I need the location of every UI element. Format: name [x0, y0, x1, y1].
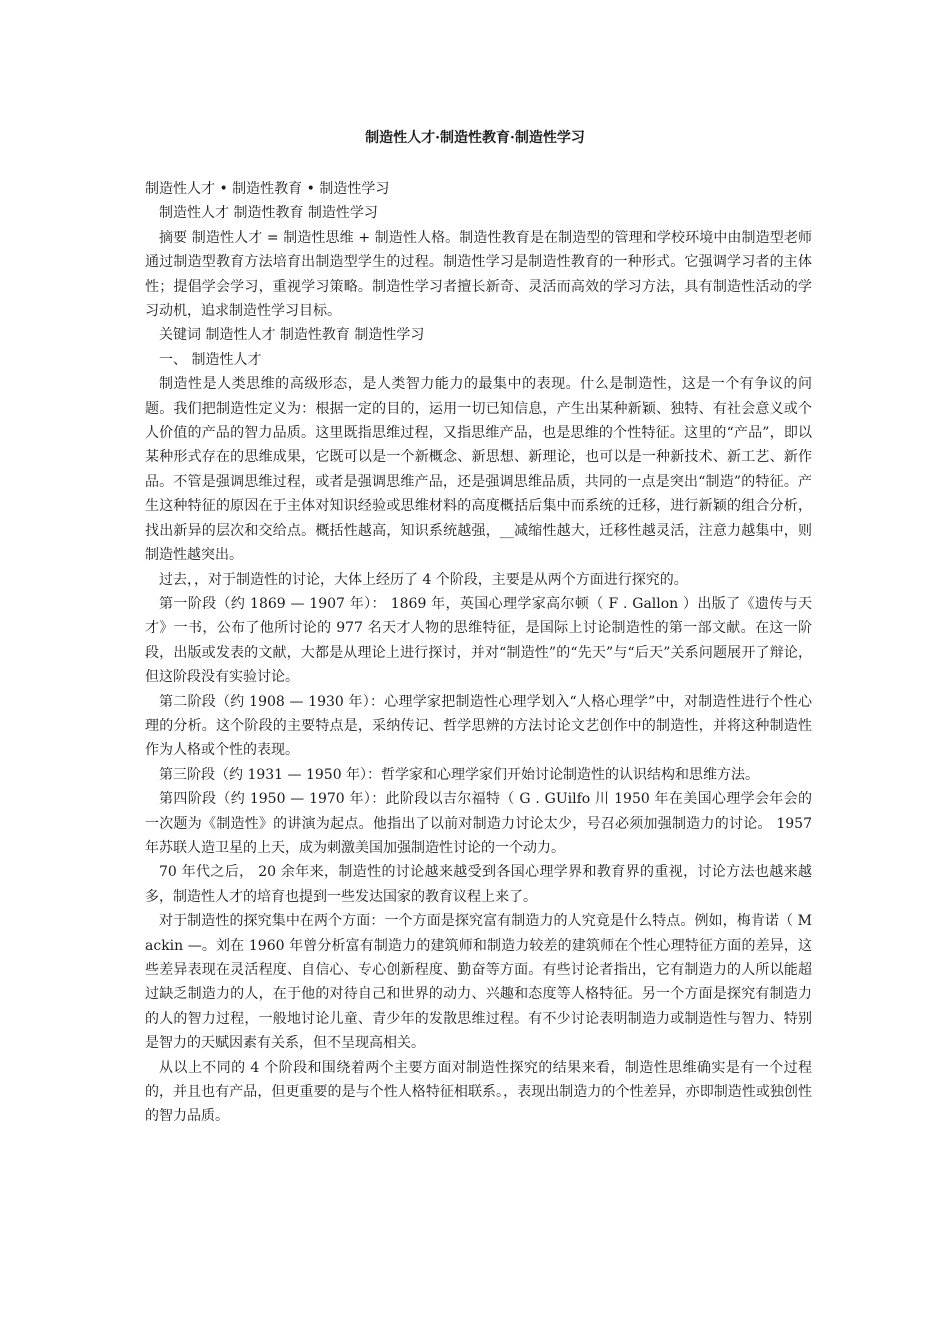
heading-line: 制造性人才 • 制造性教育 • 制造性学习 [145, 181, 390, 197]
body-paragraph: 制造性是人类思维的高级形态，是人类智力能力的最集中的表现。什么是制造性，这是一个有争议的问题。我们把制造性定义为：根据一定的目的，运用一切已知信息，产生出某种新颖、独特、有社会意义或个人价值的产品的智力品质。这里既指思维过程，又指思维产品，也是思维的个性特征。这里的“产品”，即以某种形式存在的思维成果，它既可以是一个新概念、新思想、新理论，也可以是一种新技术、新工艺、新作品。不管是强调思维过程，或者是强调思维产品，还是强调思维品质，共同的一点是突出“制造”的特征。产生这种特征的原因在于主体对知识经验或思维材料的高度概括后集中而系统的迁移，进行新颖的组合分析，找出新异的层次和交给点。概括性越高，知识系统越强，__减缩性越大，迁移性越灵活，注意力越集中，则制造性越突出。 [145, 376, 812, 564]
body-paragraph: 70 年代之后， 20 余年来，制造性的讨论越来越受到各国心理学界和教育界的重视，讨论方法也越来越多，制造性人才的培育也提到一些发达国家的教育议程上来了。 [145, 864, 812, 905]
body-paragraph: 第二阶段（约 1908 — 1930 年）：心理学家把制造性心理学划入“人格心理学”中，对制造性进行个性心理的分析。这个阶段的主要特点是，采纳传记、哲学思辨的方法讨论文艺创作中的制造性，并将这种制造性作为人格或个性的表现。 [145, 693, 812, 759]
body-paragraph: 第三阶段（约 1931 — 1950 年）：哲学家和心理学家们开始讨论制造性的认识结构和思维方法。 [159, 766, 760, 783]
body-paragraph: 第四阶段（约 1950 — 1970 年）：此阶段以吉尔福特（ G . GUilfo 川 1950 年在美国心理学会年会的一次题为《制造性》的讲演为起点。他指出了以前对制造力讨论太少，号召必须加强制造力的讨论。 1957 年苏联人造卫星的上天，成为刺激美国加强制造性讨论的一个动力。 [145, 791, 817, 856]
document-title: 制造性人才·制造性教育·制造性学习 [365, 130, 585, 146]
section-heading: 一、 制造性人才 [159, 351, 262, 368]
body-paragraph: 从以上不同的 4 个阶段和围绕着两个主要方面对制造性探究的结果来看，制造性思维确实是有一个过程的，并且也有产品，但更重要的是与个性人格特征相联系。，表现出制造力的个性差异，亦即制造性或独创性的智力品质。 [145, 1059, 812, 1125]
body-paragraph: 过去，，对于制造性的讨论，大体上经历了 4 个阶段，主要是从两个方面进行探究的。 [159, 571, 688, 588]
subtitle-line: 制造性人才 制造性教育 制造性学习 [159, 205, 378, 222]
body-paragraph: 对于制造性的探究集中在两个方面：一个方面是探究富有制造力的人究竟是什么特点。例如，梅肯诺（ Mackin —。刘在 1960 年曾分析富有制造力的建筑师和制造力较差的建筑师在个性心理特征方面的差异，这些差异表现在灵活程度、自信心、专心创新程度、勤奋等方面。有些讨论者指出，它有制造力的人所以能超过缺乏制造力的人，在于他的对待自己和世界的动力、兴趣和态度等人格特征。另一个方面是探究有制造力的人的智力过程，一般地讨论儿童、青少年的发散思维过程。有不少讨论表明制造力或制造性与智力、特别是智力的天赋因素有关系，但不呈现高相关。 [145, 913, 812, 1052]
document-body [145, 177, 817, 1129]
abstract-paragraph: 摘要 制造性人才 = 制造性思维 + 制造性人格。制造性教育是在制造型的管理和学校环境中由制造型老师通过制造型教育方法培育出制造型学生的过程。制造性学习是制造性教育的一种形式。它强调学习者的主体性；提倡学会学习，重视学习策略。制造性学习者擅长新奇、灵活而高效的学习方法，具有制造性活动的学习动机，追求制造性学习目标。 [145, 229, 812, 320]
body-paragraph: 第一阶段（约 1869 — 1907 年）： 1869 年，英国心理学家高尔顿（ F . Gallon ）出版了《遗传与天才》一书，公布了他所讨论的 977 名天才人物的思维特征，是国际上讨论制造性的第一部文献。在这一阶段，出版或发表的文献，大都是从理论上进行探讨，并对“制造性”的“先天”与“后天”关系问题展开了辩论，但这阶段没有实验讨论。 [145, 595, 812, 686]
keywords-line: 关键词 制造性人才 制造性教育 制造性学习 [159, 327, 425, 344]
